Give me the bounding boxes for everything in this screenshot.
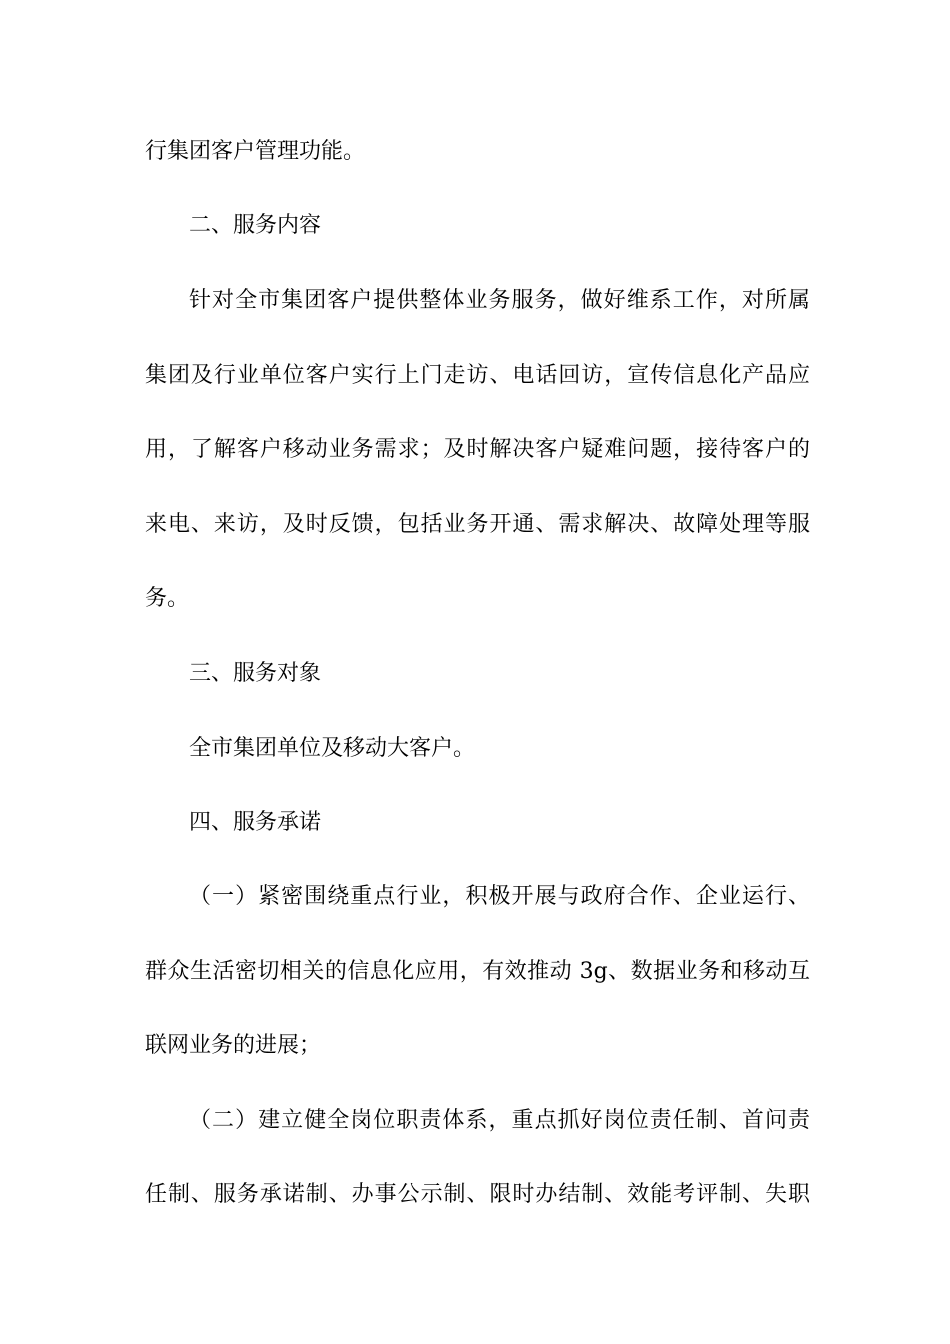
paragraph-line: （一）紧密围绕重点行业，积极开展与政府合作、企业运行、 xyxy=(189,884,810,909)
paragraph-line: （二）建立健全岗位职责体系，重点抓好岗位责任制、首问责 xyxy=(189,1108,810,1133)
section-heading-service-commitment: 四、服务承诺 xyxy=(189,810,322,835)
section-heading-service-content: 二、服务内容 xyxy=(189,213,322,238)
paragraph-continuation-line: 行集团客户管理功能。 xyxy=(145,139,366,164)
paragraph-line: 全市集团单位及移动大客户。 xyxy=(189,736,476,761)
paragraph-line: 集团及行业单位客户实行上门走访、电话回访，宣传信息化产品应 xyxy=(145,363,810,388)
paragraph-line: 联网业务的进展； xyxy=(145,1033,322,1058)
paragraph-line: 针对全市集团客户提供整体业务服务，做好维系工作，对所属 xyxy=(189,288,810,313)
paragraph-line: 群众生活密切相关的信息化应用，有效推动 3g、数据业务和移动互 xyxy=(145,959,810,984)
paragraph-line: 来电、来访，及时反馈，包括业务开通、需求解决、故障处理等服 xyxy=(145,512,810,537)
paragraph-line: 任制、服务承诺制、办事公示制、限时办结制、效能考评制、失职 xyxy=(145,1182,810,1207)
section-heading-service-target: 三、服务对象 xyxy=(189,661,322,686)
paragraph-line: 用，了解客户移动业务需求；及时解决客户疑难问题，接待客户的 xyxy=(145,437,810,462)
paragraph-line: 务。 xyxy=(145,586,190,611)
